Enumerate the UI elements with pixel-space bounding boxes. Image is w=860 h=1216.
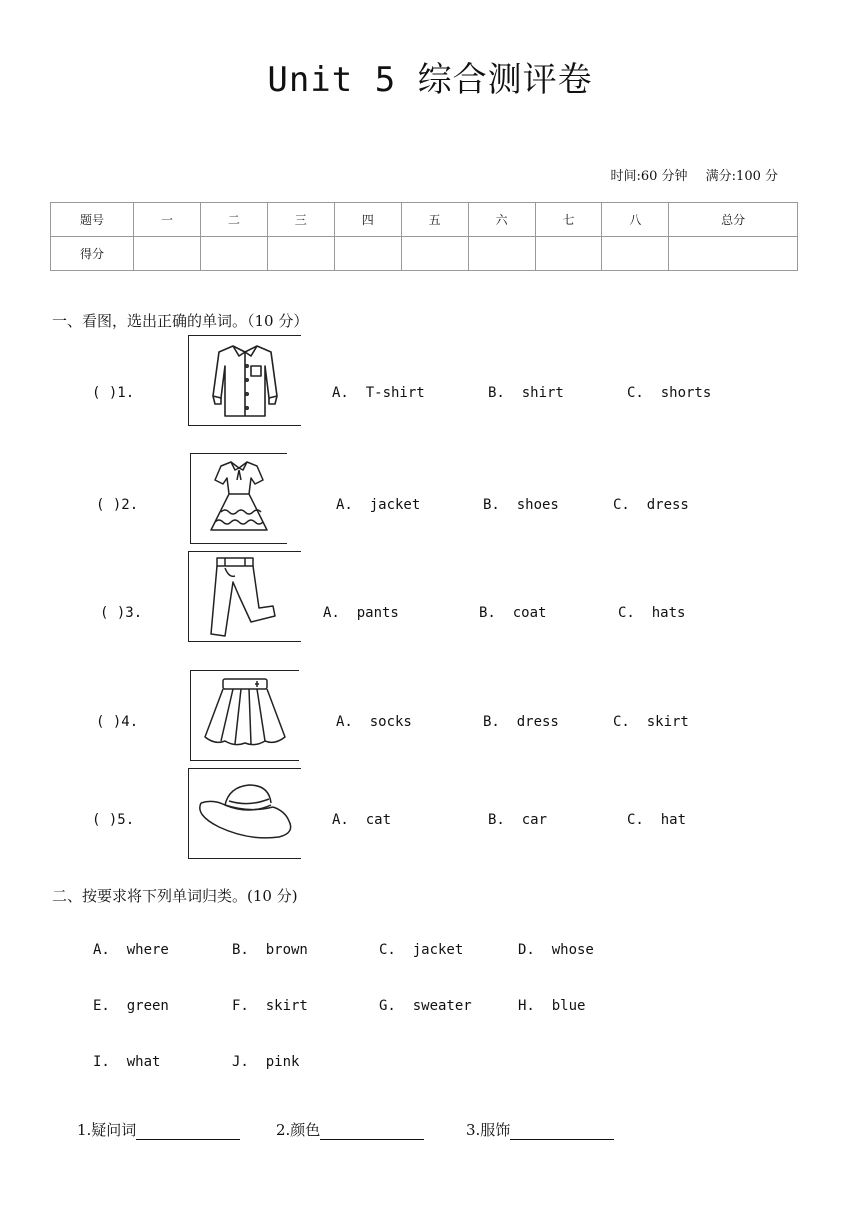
score-cell[interactable] [669,237,798,271]
option-c[interactable]: C. hat [627,812,687,828]
option-c[interactable]: C. shorts [627,385,712,401]
section2-heading: 二、按要求将下列单词归类。(10 分) [52,887,298,905]
option-b[interactable]: B. dress [483,714,559,730]
category-colors [276,1119,424,1140]
option-a[interactable]: A. pants [323,605,399,621]
answer-blank[interactable] [136,1123,240,1140]
category-label: 1.疑问词 [77,1121,137,1139]
answer-blank[interactable] [320,1123,424,1140]
score-table-score-row [51,237,798,271]
score-table-col: 五 [401,203,468,237]
hat-icon [188,768,301,859]
option-c[interactable]: C. dress [613,497,689,513]
score-table-col: 三 [267,203,334,237]
score-table-row-label: 题号 [51,203,134,237]
shirt-icon [188,335,301,426]
word-item: E. green [93,998,169,1014]
score-table-col: 七 [535,203,602,237]
question-number[interactable]: ( )1. [92,385,135,401]
word-item: H. blue [518,998,586,1014]
score-table-col: 八 [602,203,669,237]
score-table-col: 六 [468,203,535,237]
exam-time: 时间:60 分钟 [610,169,688,184]
question-number[interactable]: ( )2. [96,497,139,513]
answer-blank[interactable] [510,1123,614,1140]
question-number[interactable]: ( )3. [100,605,143,621]
option-b[interactable]: B. car [488,812,548,828]
option-b[interactable]: B. coat [479,605,547,621]
score-cell[interactable] [468,237,535,271]
category-question-words [77,1119,240,1140]
score-table-row-label: 得分 [51,237,134,271]
score-table [50,202,798,271]
score-cell[interactable] [267,237,334,271]
exam-full-score: 满分:100 分 [705,169,778,184]
word-item: D. whose [518,942,594,958]
score-table-header-row [51,203,798,237]
score-cell[interactable] [134,237,201,271]
category-clothing [466,1119,614,1140]
score-cell[interactable] [401,237,468,271]
score-table-col: 一 [134,203,201,237]
pants-icon [188,551,301,642]
option-b[interactable]: B. shirt [488,385,564,401]
word-item: B. brown [232,942,308,958]
option-a[interactable]: A. T-shirt [332,385,425,401]
score-cell[interactable] [200,237,267,271]
dress-icon [190,453,287,544]
word-item: J. pink [232,1054,300,1070]
score-cell[interactable] [602,237,669,271]
word-item: C. jacket [379,942,464,958]
option-c[interactable]: C. skirt [613,714,689,730]
word-item: A. where [93,942,169,958]
score-table-col: 四 [334,203,401,237]
category-label: 2.颜色 [276,1121,321,1139]
word-item: F. skirt [232,998,308,1014]
score-table-total: 总分 [669,203,798,237]
option-b[interactable]: B. shoes [483,497,559,513]
question-number[interactable]: ( )4. [96,714,139,730]
question-number[interactable]: ( )5. [92,812,135,828]
skirt-icon [190,670,299,761]
section1-heading: 一、看图，选出正确的单词。（10 分） [52,312,309,330]
score-table-col: 二 [200,203,267,237]
option-a[interactable]: A. jacket [336,497,421,513]
category-label: 3.服饰 [466,1121,511,1139]
score-cell[interactable] [535,237,602,271]
option-a[interactable]: A. socks [336,714,412,730]
page-title: Unit 5 综合测评卷 [267,60,593,100]
score-cell[interactable] [334,237,401,271]
exam-meta [596,165,778,184]
option-a[interactable]: A. cat [332,812,392,828]
word-item: G. sweater [379,998,472,1014]
option-c[interactable]: C. hats [618,605,686,621]
word-item: I. what [93,1054,161,1070]
